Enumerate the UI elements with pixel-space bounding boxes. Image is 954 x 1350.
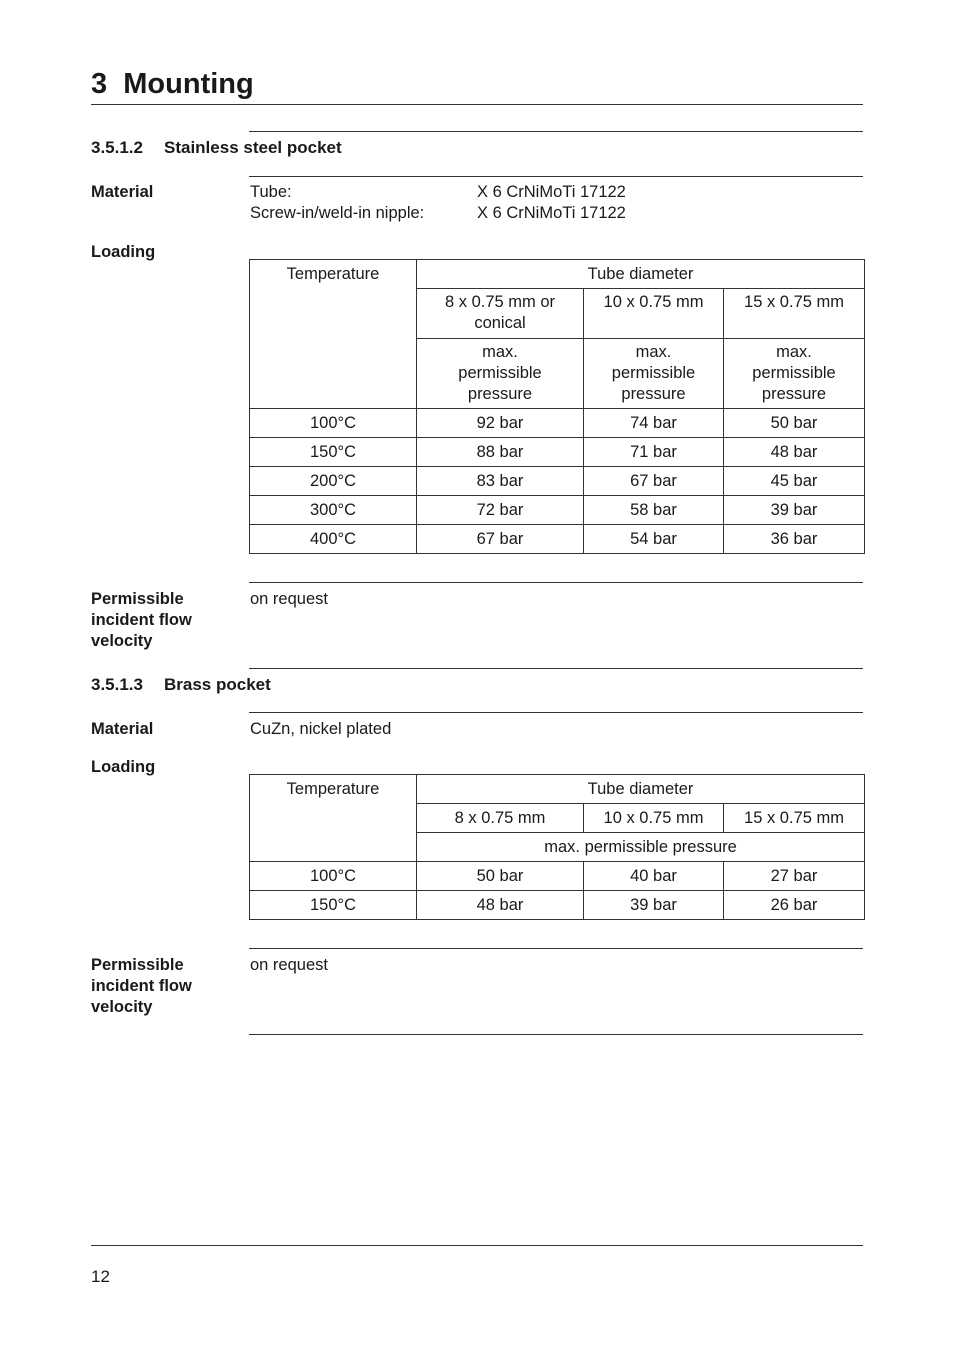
section-divider	[249, 1034, 863, 1035]
diameter-header: 8 x 0.75 mm or conical	[417, 289, 584, 339]
temperature-cell: 100°C	[250, 409, 417, 438]
pressure-cell: 39 bar	[584, 891, 724, 920]
footer-divider	[91, 1245, 863, 1246]
pressure-cell: 45 bar	[724, 467, 865, 496]
pressure-cell: 50 bar	[417, 862, 584, 891]
flow-velocity-label: Permissible incident flow velocity	[91, 956, 192, 1016]
material-key: Screw-in/weld-in nipple:	[250, 204, 425, 222]
pressure-cell: 83 bar	[417, 467, 584, 496]
section-name: Brass pocket	[164, 675, 271, 694]
loading-label: Loading	[91, 758, 156, 776]
temperature-header: Temperature	[250, 260, 417, 409]
flow-velocity-value: on request	[250, 956, 328, 974]
pressure-cell: 50 bar	[724, 409, 865, 438]
pressure-cell: 26 bar	[724, 891, 865, 920]
pressure-cell: 67 bar	[584, 467, 724, 496]
loading-table-stainless	[249, 259, 865, 554]
pressure-cell: 67 bar	[417, 525, 584, 554]
section-divider	[249, 131, 863, 132]
section-title	[91, 137, 342, 159]
section-name: Stainless steel pocket	[164, 138, 342, 157]
pressure-cell: 58 bar	[584, 496, 724, 525]
table-row	[250, 862, 865, 891]
material-value: X 6 CrNiMoTi 17122	[477, 204, 626, 222]
temperature-header: Temperature	[250, 775, 417, 862]
material-value: CuZn, nickel plated	[250, 720, 392, 738]
pressure-cell: 39 bar	[724, 496, 865, 525]
temperature-cell: 400°C	[250, 525, 417, 554]
pressure-cell: 71 bar	[584, 438, 724, 467]
section-number: 3.5.1.3	[91, 675, 143, 694]
pressure-cell: 48 bar	[724, 438, 865, 467]
pressure-cell: 92 bar	[417, 409, 584, 438]
tube-diameter-header: Tube diameter	[417, 260, 865, 289]
material-value: X 6 CrNiMoTi 17122	[477, 183, 626, 201]
section-divider	[249, 712, 863, 713]
section-divider	[249, 948, 863, 949]
chapter-name: Mounting	[123, 68, 254, 100]
section-divider	[249, 582, 863, 583]
table-row	[250, 891, 865, 920]
material-key: Tube:	[250, 183, 292, 201]
loading-label: Loading	[91, 243, 156, 261]
diameter-header: 10 x 0.75 mm	[584, 804, 724, 833]
pressure-cell: 88 bar	[417, 438, 584, 467]
table-row	[250, 409, 865, 438]
temperature-cell: 200°C	[250, 467, 417, 496]
pressure-cell: 36 bar	[724, 525, 865, 554]
pressure-cell: 27 bar	[724, 862, 865, 891]
diameter-header: 15 x 0.75 mm	[724, 804, 865, 833]
diameter-header: 8 x 0.75 mm	[417, 804, 584, 833]
pressure-cell: 40 bar	[584, 862, 724, 891]
section-number: 3.5.1.2	[91, 138, 143, 157]
section-divider	[249, 668, 863, 669]
pressure-header: max. permissible pressure	[724, 339, 865, 409]
flow-velocity-value: on request	[250, 590, 328, 608]
loading-table-brass	[249, 774, 865, 920]
pressure-cell: 48 bar	[417, 891, 584, 920]
diameter-header: 15 x 0.75 mm	[724, 289, 865, 339]
material-list	[250, 182, 626, 224]
temperature-cell: 300°C	[250, 496, 417, 525]
pressure-header: max. permissible pressure	[584, 339, 724, 409]
pressure-cell: 72 bar	[417, 496, 584, 525]
table-row	[250, 525, 865, 554]
chapter-number: 3	[91, 68, 108, 100]
diameter-header: 10 x 0.75 mm	[584, 289, 724, 339]
material-row	[250, 203, 626, 224]
material-label: Material	[91, 720, 154, 738]
material-row	[250, 182, 626, 203]
pressure-cell: 74 bar	[584, 409, 724, 438]
chapter-title	[91, 64, 254, 104]
temperature-cell: 100°C	[250, 862, 417, 891]
table-row	[250, 467, 865, 496]
flow-velocity-label: Permissible incident flow velocity	[91, 590, 192, 650]
section-divider	[249, 176, 863, 177]
material-label: Material	[91, 183, 154, 201]
page-number: 12	[91, 1267, 110, 1286]
temperature-cell: 150°C	[250, 438, 417, 467]
pressure-header: max. permissible pressure	[417, 833, 865, 862]
table-row	[250, 438, 865, 467]
pressure-header: max. permissible pressure	[417, 339, 584, 409]
pressure-cell: 54 bar	[584, 525, 724, 554]
tube-diameter-header: Tube diameter	[417, 775, 865, 804]
temperature-cell: 150°C	[250, 891, 417, 920]
table-row	[250, 496, 865, 525]
chapter-divider	[91, 104, 863, 105]
section-title	[91, 674, 271, 696]
